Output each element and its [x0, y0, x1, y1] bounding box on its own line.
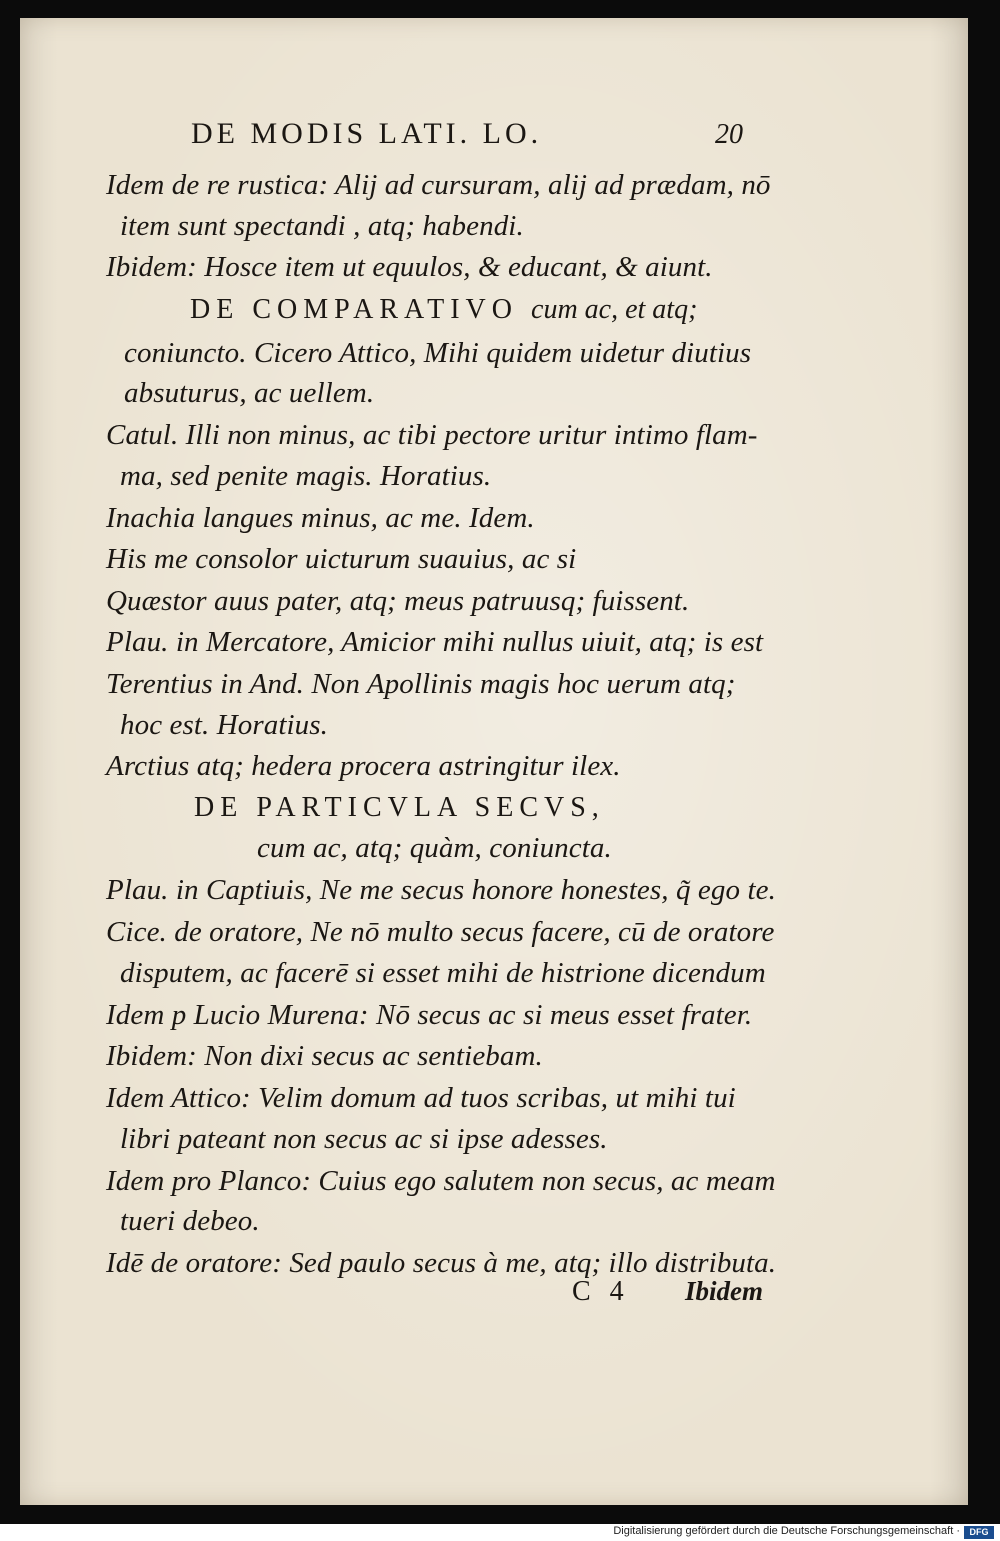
text-line: Plau. in Captiuis, Ne me secus honore honestes, q̃ ego te.: [106, 874, 776, 906]
text-line: Idē de oratore: Sed paulo secus à me, atq; illo distributa.: [106, 1247, 777, 1279]
heading-tail: cum ac, et atq;: [531, 294, 698, 325]
text-line: Ibidem: Non dixi secus ac sentiebam.: [106, 1040, 543, 1072]
text-line: Plau. in Mercatore, Amicior mihi nullus uiuit, atq; is est: [106, 626, 764, 658]
page-text: [20, 18, 968, 1505]
text-line: Idem Attico: Velim domum ad tuos scribas, ut mihi tui: [106, 1082, 736, 1114]
dfg-logo: DFG: [964, 1526, 994, 1539]
text-line: libri pateant non secus ac si ipse adesses.: [120, 1123, 608, 1155]
text-line: tueri debeo.: [120, 1205, 260, 1237]
text-line: item sunt spectandi , atq; habendi.: [120, 210, 524, 242]
folio-number: 20: [715, 119, 743, 150]
text-line: disputem, ac facerē si esset mihi de histrione dicendum: [120, 957, 766, 989]
heading-caps: DE COMPARATIVO: [190, 294, 519, 325]
text-line: coniuncto. Cicero Attico, Mihi quidem uidetur diutius: [124, 337, 752, 369]
text-line: Catul. Illi non minus, ac tibi pectore uritur intimo flam-: [106, 419, 758, 451]
text-line: hoc est. Horatius.: [120, 709, 329, 741]
text-line: absuturus, ac uellem.: [124, 377, 375, 409]
running-head: DE MODIS LATI. LO.: [191, 117, 543, 150]
text-line: Inachia langues minus, ac me. Idem.: [106, 502, 535, 534]
section-heading-particula: DE PARTICVLA SECVS,: [194, 792, 605, 823]
text-line: Idem de re rustica: Alij ad cursuram, alij ad prædam, nō: [106, 169, 771, 201]
text-line: Quæstor auus pater, atq; meus patruusq; fuissent.: [106, 585, 690, 617]
catchword: Ibidem: [685, 1276, 763, 1306]
text-line: Arctius atq; hedera procera astringitur ilex.: [106, 750, 621, 782]
text-line: Ibidem: Hosce item ut equulos, & educant, & aiunt.: [106, 251, 713, 283]
text-line: Idem pro Planco: Cuius ego salutem non secus, ac meam: [106, 1165, 776, 1197]
text-line: ma, sed penite magis. Horatius.: [120, 460, 492, 492]
section-heading-comparativo: [190, 294, 697, 326]
footer-bar: [0, 1524, 1000, 1541]
heading-subline: cum ac, atq; quàm, coniuncta.: [257, 832, 612, 864]
signature-mark: C 4: [572, 1276, 630, 1307]
text-line: His me consolor uicturum suauius, ac si: [106, 543, 577, 575]
text-line: Idem p Lucio Murena: Nō secus ac si meus esset frater.: [106, 999, 753, 1031]
funding-credit: Digitalisierung gefördert durch die Deutsche Forschungsgemeinschaft ·: [613, 1525, 960, 1537]
text-line: Terentius in And. Non Apollinis magis hoc uerum atq;: [106, 668, 736, 700]
text-line: Cice. de oratore, Ne nō multo secus facere, cū de oratore: [106, 916, 775, 948]
book-page: [20, 18, 968, 1505]
